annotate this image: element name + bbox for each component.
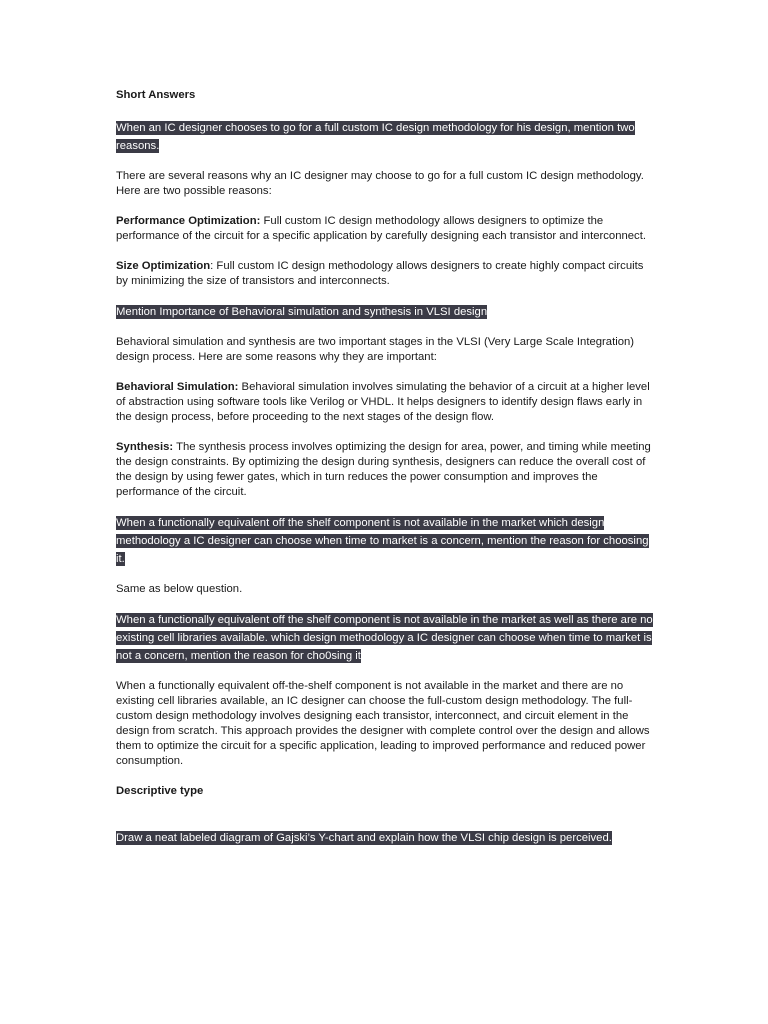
answer-1-point-1-label: Performance Optimization: — [116, 215, 261, 227]
question-5 — [116, 829, 656, 847]
question-5-highlight: Draw a neat labeled diagram of Gajski’s Y-chart and explain how the VLSI chip design is perceived. — [116, 832, 612, 844]
answer-4: When a functionally equivalent off-the-shelf component is not available in the market and there are no existing cell libraries available, an IC designer can choose the full-custom design methodology. The full-custom design methodology involves designing each transistor, interconnect, and circuit element in the design from scratch. This approach provides the designer with complete control over the design and allows them to optimize the circuit for a specific application, leading to improved performance and reduced power consumption. — [116, 680, 650, 767]
question-4 — [116, 611, 656, 665]
question-2 — [116, 303, 656, 321]
question-4-highlight: When a functionally equivalent off the shelf component is not available in the market as well as there are no existing cell libraries available. which design methodology a IC designer can choose when time to market is not a concern, mention the reason for cho0sing it — [116, 614, 653, 662]
question-1-highlight: When an IC designer chooses to go for a full custom IC design methodology for his design, mention two reasons. — [116, 122, 635, 152]
answer-1-point-1-text: Full custom IC design methodology allows designers to optimize the performance of the circuit for a specific application by carefully designing each transistor and interconnect. — [116, 215, 646, 242]
answer-2-point-2 — [116, 440, 656, 500]
answer-1-point-2-label: Size Optimization — [116, 260, 211, 272]
question-3-highlight: When a functionally equivalent off the shelf component is not available in the market which design methodology a IC designer can choose when time to market is a concern, mention the reason for choosing it. — [116, 517, 649, 565]
answer-2-point-1 — [116, 380, 656, 425]
answer-2-point-1-text: Behavioral simulation involves simulating the behavior of a circuit at a higher level of abstraction using software tools like Verilog or VHDL. It helps designers to identify design flaws early in the design process, before proceeding to the next stages of the design flow. — [116, 381, 650, 423]
section-title-descriptive: Descriptive type — [116, 785, 204, 797]
question-1 — [116, 119, 656, 155]
section-title-short-answers: Short Answers — [116, 89, 196, 101]
answer-1-point-2 — [116, 259, 656, 289]
question-2-highlight: Mention Importance of Behavioral simulation and synthesis in VLSI design — [116, 306, 488, 318]
answer-2-intro: Behavioral simulation and synthesis are two important stages in the VLSI (Very Large Scale Integration) design process. Here are some reasons why they are important: — [116, 336, 635, 363]
answer-2-point-2-label: Synthesis: — [116, 441, 174, 453]
answer-1-point-2-text: : Full custom IC design methodology allows designers to create highly compact circuits by minimizing the size of transistors and interconnects. — [116, 260, 644, 287]
answer-2-point-2-text: The synthesis process involves optimizing the design for area, power, and timing while meeting the design constraints. By optimizing the design during synthesis, designers can reduce the overall cost of the design by using fewer gates, which in turn reduces the power consumption and improves the performance of the circuit. — [116, 441, 651, 498]
answer-3: Same as below question. — [116, 583, 243, 595]
answer-2-point-1-label: Behavioral Simulation: — [116, 381, 239, 393]
answer-1-point-1 — [116, 214, 656, 244]
question-3 — [116, 514, 656, 568]
answer-1-intro: There are several reasons why an IC designer may choose to go for a full custom IC design methodology. Here are two possible reasons: — [116, 170, 644, 197]
